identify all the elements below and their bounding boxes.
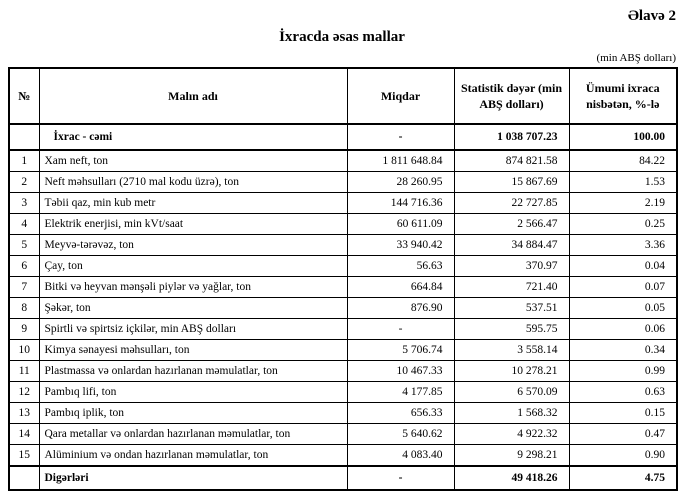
table-row (9, 319, 677, 340)
row-share: 0.47 (569, 424, 677, 445)
row-no: 14 (9, 424, 39, 445)
row-name: Pambıq lifi, ton (39, 382, 347, 403)
row-share: 1.53 (569, 172, 677, 193)
unit-note: (min ABŞ dolları) (596, 52, 676, 64)
row-share: 0.90 (569, 445, 677, 467)
row-name: Xam neft, ton (39, 150, 347, 172)
row-no: 2 (9, 172, 39, 193)
row-name: Bitki və heyvan mənşəli piylər və yağlar, ton (39, 277, 347, 298)
header-name: Malın adı (39, 68, 347, 124)
others-row (9, 466, 677, 490)
table-row (9, 445, 677, 467)
row-qty: 10 467.33 (347, 361, 454, 382)
row-name: Meyvə-tərəvəz, ton (39, 235, 347, 256)
header-no: № (9, 68, 39, 124)
header-row (9, 68, 677, 124)
row-share: 0.06 (569, 319, 677, 340)
row-qty: 664.84 (347, 277, 454, 298)
row-qty: 4 083.40 (347, 445, 454, 467)
row-no: 3 (9, 193, 39, 214)
row-name: Digərləri (39, 466, 347, 490)
header-qty: Miqdar (347, 68, 454, 124)
row-name: Təbii qaz, min kub metr (39, 193, 347, 214)
row-share: 0.63 (569, 382, 677, 403)
row-value: 1 038 707.23 (454, 124, 569, 150)
row-no: 6 (9, 256, 39, 277)
table-row (9, 298, 677, 319)
total-row (9, 124, 677, 150)
row-name: Pambıq iplik, ton (39, 403, 347, 424)
row-value: 595.75 (454, 319, 569, 340)
row-qty: 33 940.42 (347, 235, 454, 256)
row-value: 4 922.32 (454, 424, 569, 445)
row-share: 0.05 (569, 298, 677, 319)
row-name: Şəkər, ton (39, 298, 347, 319)
exports-table (8, 67, 678, 491)
row-name: Qara metallar və onlardan hazırlanan məmulatlar, ton (39, 424, 347, 445)
header-value: Statistik dəyər (min ABŞ dolları) (454, 68, 569, 124)
row-name: İxrac - cəmi (39, 124, 347, 150)
table-row (9, 382, 677, 403)
row-value: 34 884.47 (454, 235, 569, 256)
row-no: 5 (9, 235, 39, 256)
row-name: Neft məhsulları (2710 mal kodu üzrə), ton (39, 172, 347, 193)
table-row (9, 214, 677, 235)
row-no: 12 (9, 382, 39, 403)
appendix-label: Əlavə 2 (627, 8, 676, 24)
row-name: Çay, ton (39, 256, 347, 277)
row-value: 22 727.85 (454, 193, 569, 214)
row-qty: - (347, 319, 454, 340)
row-value: 370.97 (454, 256, 569, 277)
row-value: 15 867.69 (454, 172, 569, 193)
row-share: 0.25 (569, 214, 677, 235)
page-title: İxracda əsas mallar (279, 29, 405, 45)
row-share: 0.99 (569, 361, 677, 382)
row-no: 7 (9, 277, 39, 298)
row-no: 11 (9, 361, 39, 382)
row-name: Kimya sənayesi məhsulları, ton (39, 340, 347, 361)
row-value: 9 298.21 (454, 445, 569, 467)
row-share: 84.22 (569, 150, 677, 172)
table-header (9, 68, 677, 124)
table-row (9, 361, 677, 382)
row-qty: 144 716.36 (347, 193, 454, 214)
row-no: 9 (9, 319, 39, 340)
table-row (9, 235, 677, 256)
row-value: 10 278.21 (454, 361, 569, 382)
table-row (9, 172, 677, 193)
row-share: 0.34 (569, 340, 677, 361)
row-no (9, 124, 39, 150)
row-qty: 876.90 (347, 298, 454, 319)
table-row (9, 277, 677, 298)
row-qty: 56.63 (347, 256, 454, 277)
row-share: 0.15 (569, 403, 677, 424)
table-row (9, 424, 677, 445)
row-value: 49 418.26 (454, 466, 569, 490)
row-share: 2.19 (569, 193, 677, 214)
row-no: 15 (9, 445, 39, 467)
row-qty: - (347, 124, 454, 150)
row-qty: 4 177.85 (347, 382, 454, 403)
row-value: 1 568.32 (454, 403, 569, 424)
table-row (9, 150, 677, 172)
row-share: 4.75 (569, 466, 677, 490)
row-value: 721.40 (454, 277, 569, 298)
row-no: 8 (9, 298, 39, 319)
row-no: 4 (9, 214, 39, 235)
row-share: 0.04 (569, 256, 677, 277)
table-body (9, 124, 677, 490)
row-no: 1 (9, 150, 39, 172)
row-no: 13 (9, 403, 39, 424)
row-qty: 5 640.62 (347, 424, 454, 445)
row-qty: 656.33 (347, 403, 454, 424)
row-name: Elektrik enerjisi, min kVt/saat (39, 214, 347, 235)
row-value: 6 570.09 (454, 382, 569, 403)
row-qty: - (347, 466, 454, 490)
table-row (9, 256, 677, 277)
row-no (9, 466, 39, 490)
row-name: Spirtli və spirtsiz içkilər, min ABŞ dolları (39, 319, 347, 340)
row-qty: 1 811 648.84 (347, 150, 454, 172)
row-value: 3 558.14 (454, 340, 569, 361)
row-qty: 60 611.09 (347, 214, 454, 235)
table-row (9, 403, 677, 424)
row-name: Alüminium və ondan hazırlanan məmulatlar, ton (39, 445, 347, 467)
row-no: 10 (9, 340, 39, 361)
row-share: 0.07 (569, 277, 677, 298)
row-value: 2 566.47 (454, 214, 569, 235)
row-share: 3.36 (569, 235, 677, 256)
row-value: 874 821.58 (454, 150, 569, 172)
row-value: 537.51 (454, 298, 569, 319)
table-row (9, 340, 677, 361)
row-share: 100.00 (569, 124, 677, 150)
header-share: Ümumi ixraca nisbətən, %-lə (569, 68, 677, 124)
row-qty: 5 706.74 (347, 340, 454, 361)
table-row (9, 193, 677, 214)
row-name: Plastmassa və onlardan hazırlanan məmulatlar, ton (39, 361, 347, 382)
row-qty: 28 260.95 (347, 172, 454, 193)
